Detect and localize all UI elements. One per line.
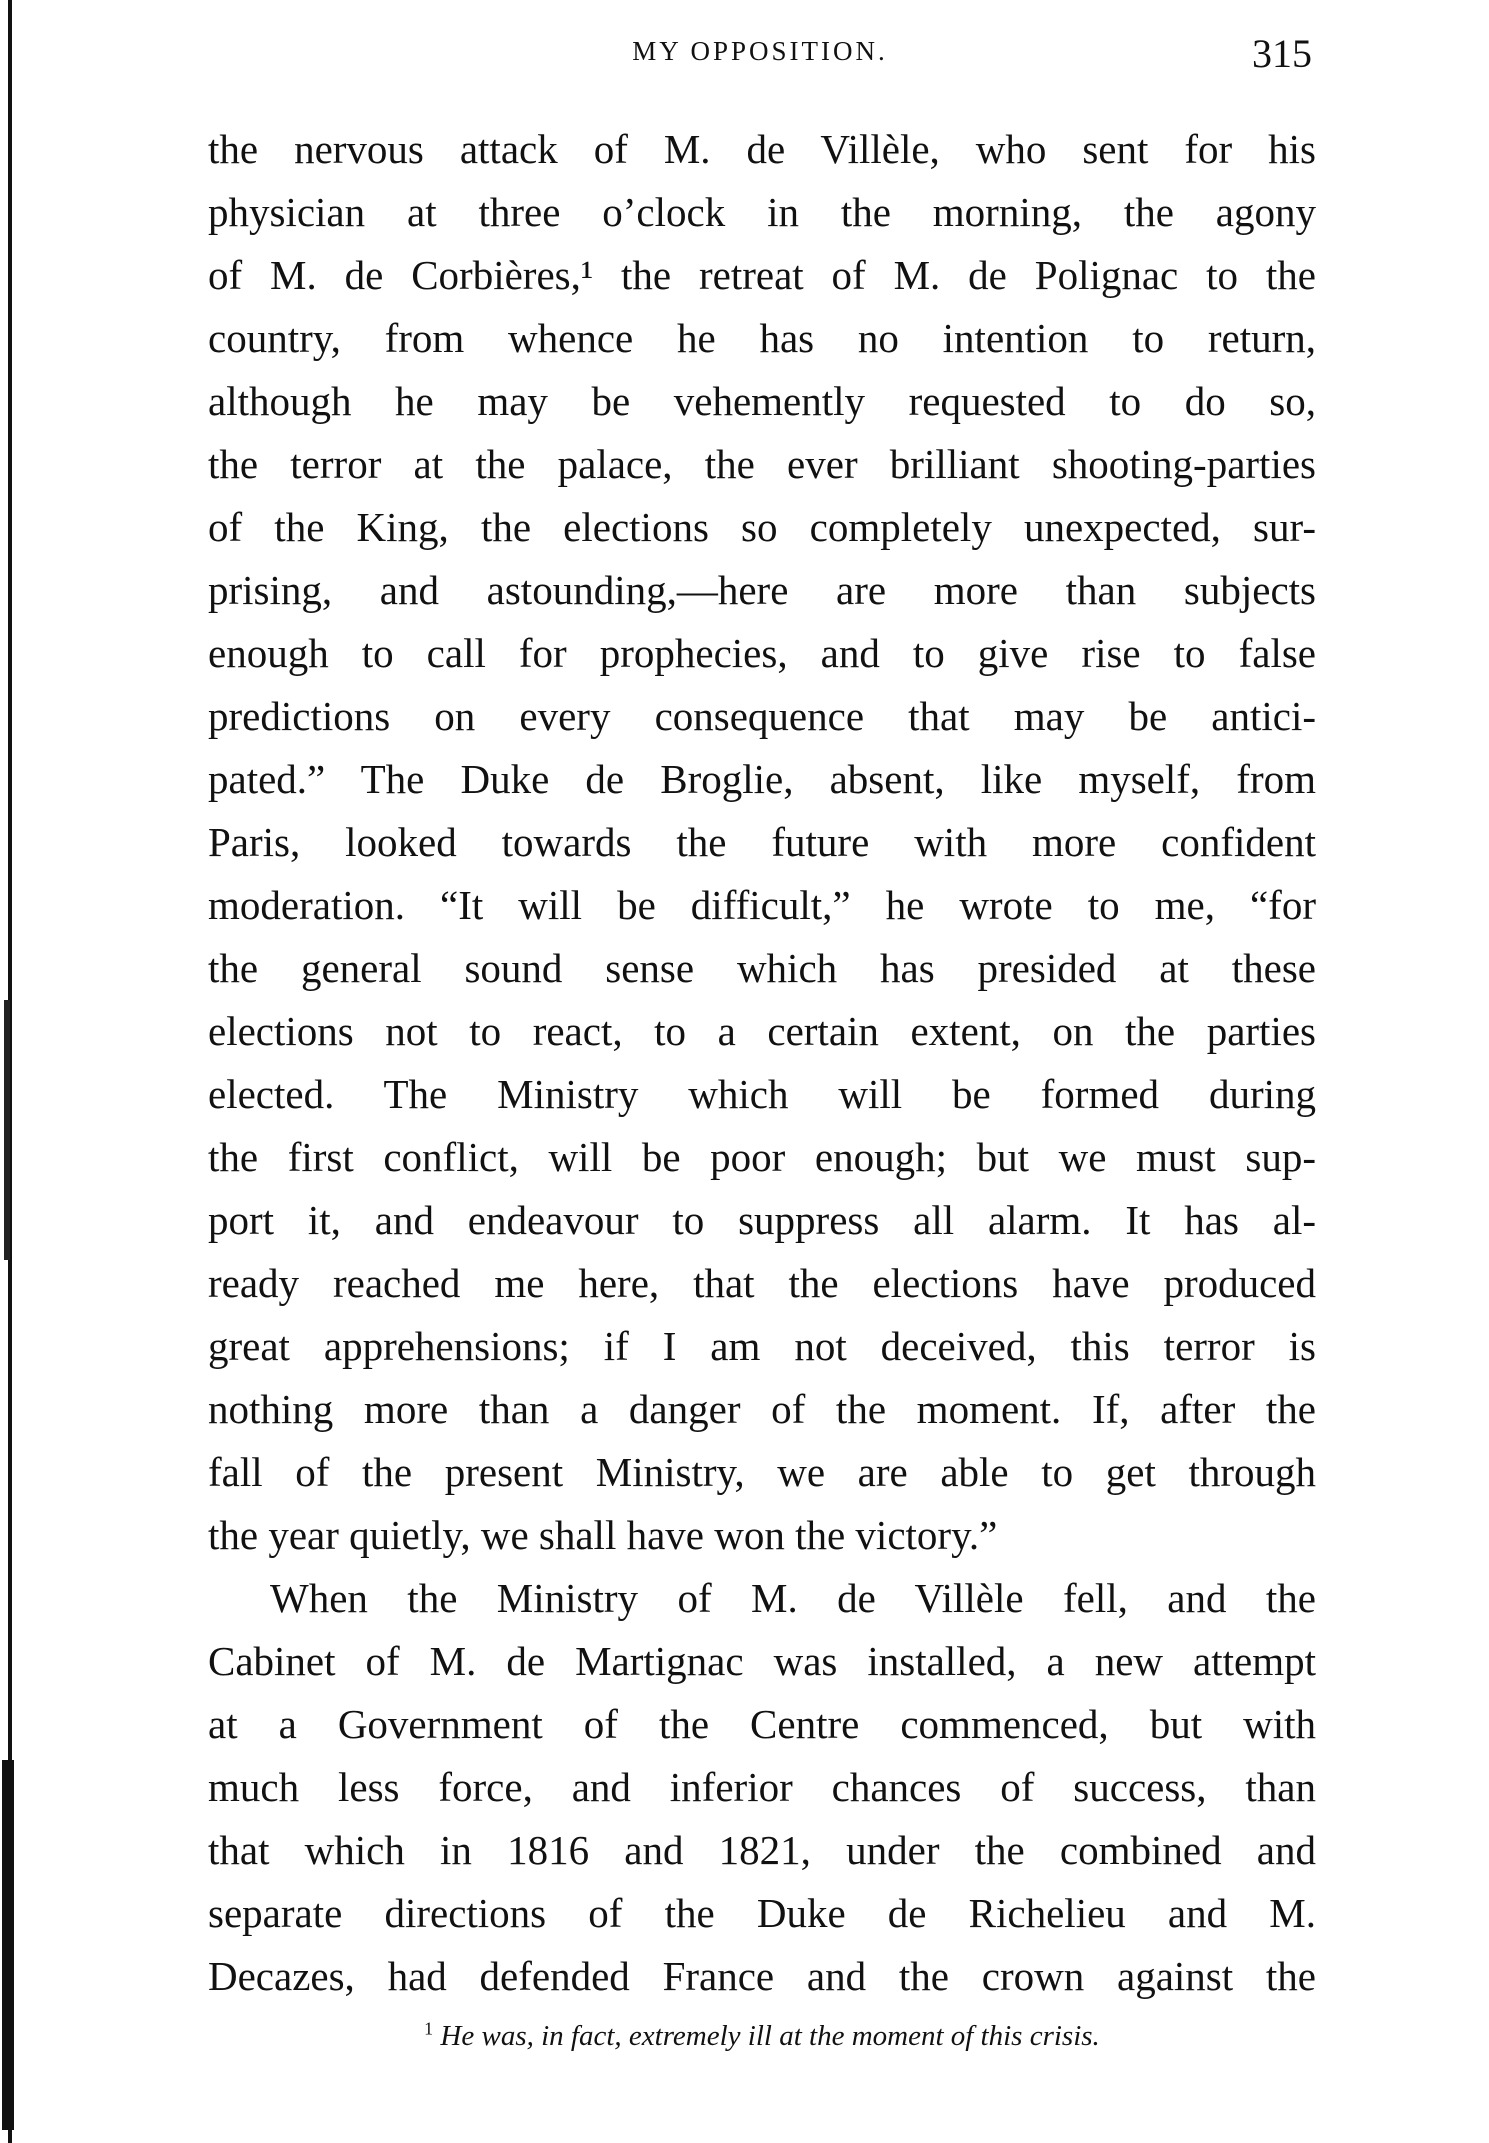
text-line: the general sound sense which has presided at these bbox=[208, 945, 1316, 991]
footnote-text: He was, in fact, extremely ill at the moment of this crisis. bbox=[440, 2020, 1100, 2052]
text-line: the year quietly, we shall have won the victory.” bbox=[208, 1512, 998, 1558]
text-line: Decazes, had defended France and the crown against the bbox=[208, 1953, 1316, 1999]
text-line: physician at three o’clock in the morning, the agony bbox=[208, 189, 1316, 235]
text-line: nothing more than a danger of the moment. If, after the bbox=[208, 1386, 1316, 1432]
text-line: country, from whence he has no intention to return, bbox=[208, 315, 1316, 361]
text-line: that which in 1816 and 1821, under the combined and bbox=[208, 1827, 1316, 1873]
text-line: at a Government of the Centre commenced, but with bbox=[208, 1701, 1316, 1747]
footnote-marker: 1 bbox=[424, 2018, 434, 2039]
page-number: 315 bbox=[1252, 31, 1312, 76]
text-line: ready reached me here, that the elections have produced bbox=[208, 1260, 1316, 1306]
text-line: the terror at the palace, the ever brilliant shooting-parties bbox=[208, 441, 1316, 487]
footnote bbox=[208, 2020, 1316, 2053]
text-line: predictions on every consequence that may be antici- bbox=[208, 693, 1316, 739]
page-header bbox=[208, 30, 1312, 80]
text-line: elected. The Ministry which will be formed during bbox=[208, 1071, 1316, 1117]
text-line: Paris, looked towards the future with more confident bbox=[208, 819, 1316, 865]
text-line: although he may be vehemently requested to do so, bbox=[208, 378, 1316, 424]
text-line: prising, and astounding,—here are more than subjects bbox=[208, 567, 1316, 613]
text-line: moderation. “It will be difficult,” he wrote to me, “for bbox=[208, 882, 1316, 928]
text-line: of the King, the elections so completely unexpected, sur- bbox=[208, 504, 1316, 550]
text-line: the first conflict, will be poor enough; but we must sup- bbox=[208, 1134, 1316, 1180]
text-line: port it, and endeavour to suppress all alarm. It has al- bbox=[208, 1197, 1316, 1243]
text-line: much less force, and inferior chances of success, than bbox=[208, 1764, 1316, 1810]
text-line: elections not to react, to a certain extent, on the parties bbox=[208, 1008, 1316, 1054]
body-text bbox=[208, 118, 1316, 2008]
text-line: the nervous attack of M. de Villèle, who sent for his bbox=[208, 126, 1316, 172]
text-line: great apprehensions; if I am not deceived, this terror is bbox=[208, 1323, 1316, 1369]
text-line: of M. de Corbières,¹ the retreat of M. de Polignac to the bbox=[208, 252, 1316, 298]
page-edge-shadow bbox=[4, 1000, 10, 1260]
text-line: When the Ministry of M. de Villèle fell, and the bbox=[270, 1575, 1316, 1621]
text-line: separate directions of the Duke de Richelieu and M. bbox=[208, 1890, 1316, 1936]
text-line: enough to call for prophecies, and to give rise to false bbox=[208, 630, 1316, 676]
text-line: fall of the present Ministry, we are able to get through bbox=[208, 1449, 1316, 1495]
running-title: MY OPPOSITION. bbox=[632, 36, 888, 66]
page-edge-shadow bbox=[2, 1760, 14, 2130]
text-line: Cabinet of M. de Martignac was installed, a new attempt bbox=[208, 1638, 1316, 1684]
text-line: pated.” The Duke de Broglie, absent, like myself, from bbox=[208, 756, 1316, 802]
